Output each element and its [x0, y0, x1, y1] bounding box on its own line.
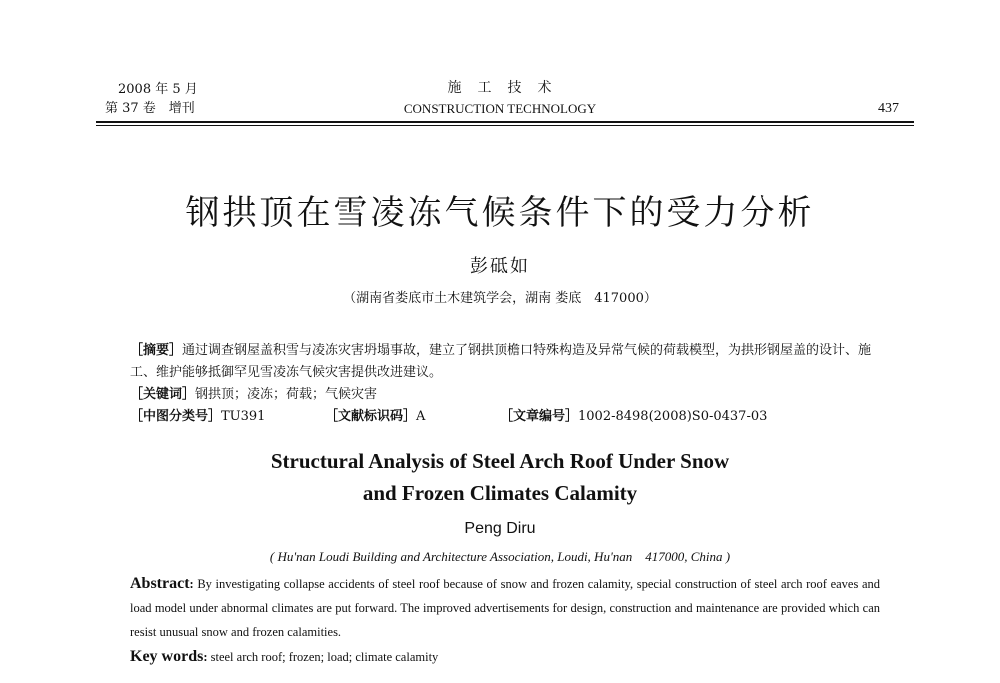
author-cn: 彭砥如: [470, 256, 530, 277]
title-en-line2: and Frozen Climates Calamity: [362, 481, 638, 505]
abstract-cn: [130, 340, 890, 384]
keywords-cn-text: 钢拱顶；凌冻；荷载；气候灾害: [195, 387, 378, 402]
abstract-en: [130, 572, 880, 644]
volume-info: 第 37 卷 增刊: [105, 101, 195, 116]
clc-value: TU391: [221, 409, 266, 424]
journal-title-en: CONSTRUCTION TECHNOLOGY: [403, 101, 597, 116]
author-en: Peng Diru: [464, 520, 536, 537]
abstract-en-label: Abstract: [130, 575, 190, 592]
header-rule-thick: [96, 121, 914, 123]
clc-label: ［中图分类号］: [130, 409, 222, 424]
abstract-cn-text: 通过调查钢屋盖积雪与凌冻灾害坍塌事故，建立了钢拱顶檐口特殊构造及异常气候的荷载模型，为拱形钢屋盖的设计、施工、维护能够抵御罕见雪凌冻气候灾害提供改进建议。: [130, 343, 872, 380]
affiliation-cn: （湖南省娄底市土木建筑学会，湖南 娄底 417000）: [343, 291, 657, 306]
keywords-en-label: Key words: [130, 648, 204, 665]
abstract-en-sep: :: [189, 577, 198, 591]
journal-title-cn: 施 工 技 术: [447, 80, 553, 96]
doc-code-label: ［文献标识码］: [325, 409, 417, 424]
keywords-en-text: steel arch roof; frozen; load; climate calamity: [210, 650, 439, 664]
doc-code-field: [325, 406, 425, 428]
article-number-label: ［文章编号］: [500, 409, 579, 424]
clc-field: [130, 406, 265, 428]
title-cn: 钢拱顶在雪凌冻气候条件下的受力分析: [185, 193, 815, 233]
article-number-value: 1002-8498(2008)S0-0437-03: [578, 409, 768, 424]
keywords-cn-label: ［关键词］: [130, 387, 196, 402]
doc-code-value: A: [416, 409, 426, 424]
page-number: 437: [878, 101, 899, 116]
affiliation-en: ( Hu'nan Loudi Building and Architecture Association, Loudi, Hu'nan 417000, China ): [269, 549, 731, 564]
keywords-en: [130, 645, 880, 669]
abstract-en-text: By investigating collapse accidents of steel roof because of snow and frozen calamity, special construction of steel arch roof eaves and load model under abnormal climates are put forward. The improved advertisements for design, construction and maintenance are provided which can resist unusual snow and frozen calamities.: [130, 577, 880, 639]
header-rule-thin: [96, 125, 914, 126]
abstract-cn-label: ［摘要］: [130, 343, 183, 358]
article-number-field: [500, 406, 767, 428]
title-en-line1: Structural Analysis of Steel Arch Roof Under Snow: [270, 449, 730, 473]
keywords-en-sep: :: [203, 650, 211, 664]
keywords-cn: [130, 384, 890, 406]
issue-date: 2008 年 5 月: [118, 82, 198, 97]
